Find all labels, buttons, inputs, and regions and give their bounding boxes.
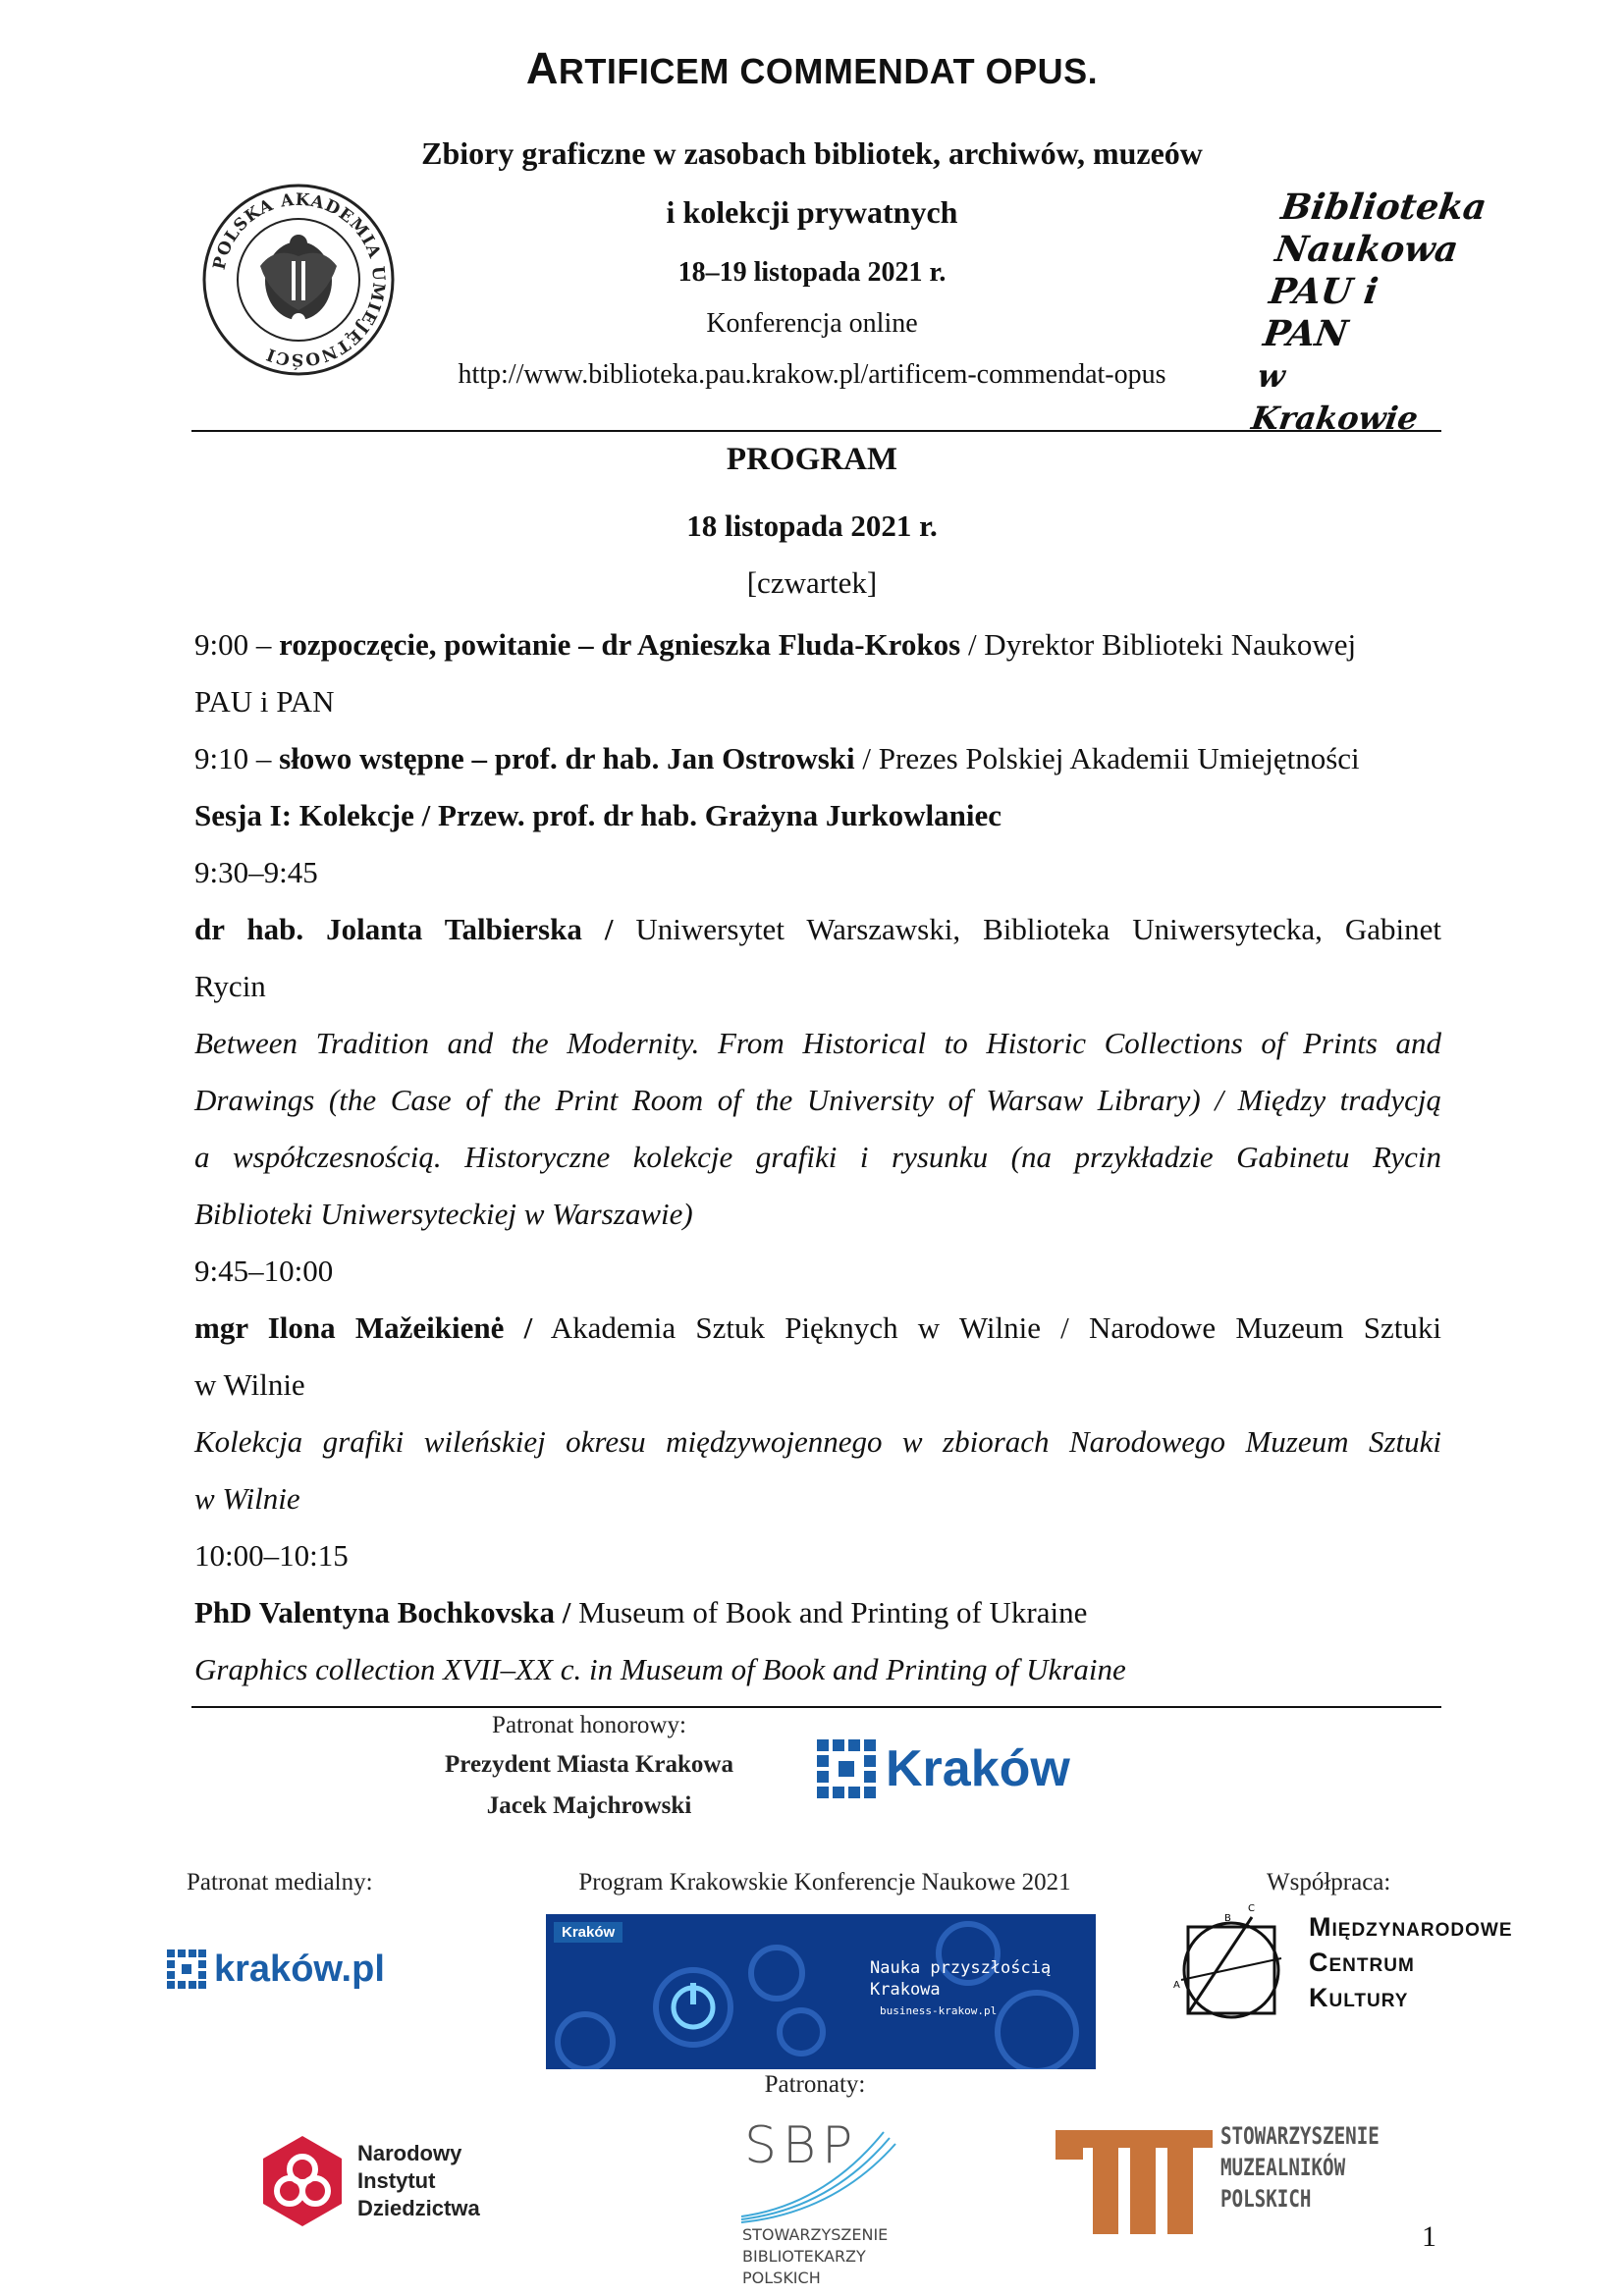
smp-line-3: POLSKICH — [1220, 2185, 1312, 2213]
talk-3-speaker-line — [194, 1584, 1441, 1641]
krakow-pl-mark-icon — [167, 1949, 206, 1989]
talk-2-time: 9:45–10:00 — [194, 1254, 334, 1288]
program-day: 18 listopada 2021 r. — [686, 508, 938, 543]
cooperation-label: Współpraca: — [1267, 1869, 1391, 1896]
mck-line-1: Międzynarodowe — [1309, 1912, 1513, 1942]
krakow-mark-icon — [817, 1739, 876, 1798]
talk-1-speaker: dr hab. Jolanta Talbierska / — [194, 912, 614, 946]
nid-line-2: Instytut — [357, 2168, 436, 2193]
subtitle-line-2: i kolekcji prywatnych — [666, 194, 958, 230]
talk-3-title-line-1: Graphics collection XVII–XX c. in Museum of Book and Printing of Ukraine — [194, 1652, 1126, 1686]
talk-2-title-line-2: w Wilnie — [194, 1481, 300, 1516]
conference-url[interactable]: http://www.biblioteka.pau.krakow.pl/artificem-commendat-opus — [458, 359, 1166, 390]
library-logo-line-1: Biblioteka — [1278, 187, 1489, 228]
opening-role-continued: PAU i PAN — [194, 684, 335, 719]
honorary-patronage-label: Patronat honorowy: — [492, 1712, 686, 1738]
talk-2-title-line-1: Kolekcja grafiki wileńskiej okresu międzywojennego w zbiorach Narodowego Muzeum Sztuki — [194, 1424, 1441, 1459]
conference-dates: 18–19 listopada 2021 r. — [677, 257, 947, 288]
talk-1-title-line-4: Biblioteki Uniwersyteckiej w Warszawie) — [194, 1197, 693, 1231]
pau-seal-logo — [201, 183, 396, 377]
smp-logo — [1056, 2120, 1389, 2238]
sbp-swoosh-icon — [736, 2126, 903, 2224]
svg-text:B: B — [1224, 1913, 1231, 1924]
program-label: Program Krakowskie Konferencje Naukowe 2021 — [578, 1869, 1071, 1896]
banner-line-2: Krakowa — [870, 1980, 941, 2000]
sbp-line-3: POLSKICH — [742, 2269, 821, 2287]
mck-line-2: Centrum — [1309, 1948, 1415, 1977]
program-weekday: [czwartek] — [746, 565, 878, 600]
talk-2-speaker: mgr Ilona Mažeikienė / — [194, 1310, 533, 1345]
krakow-logo-text: Kraków — [886, 1740, 1070, 1797]
talk-2-affiliation: Akademia Sztuk Pięknych w Wilnie / Narodowe Muzeum Sztuki — [532, 1310, 1441, 1345]
mck-logo — [1173, 1899, 1586, 2027]
talk-1-title-line-2: Drawings (the Case of the Print Room of the University of Warsaw Library) / Między tradycją — [194, 1083, 1441, 1117]
intro-time: 9:10 – — [194, 741, 280, 775]
talk-2-speaker-line — [194, 1300, 1441, 1357]
opening-title: rozpoczęcie, powitanie – dr Agnieszka Fluda-Krokos — [279, 627, 968, 662]
sbp-abbr: SBP — [744, 2116, 859, 2175]
sbp-line-2: BIBLIOTEKARZY — [742, 2247, 866, 2266]
footer-divider — [191, 1706, 1441, 1708]
talk-3-affiliation: Museum of Book and Printing of Ukraine — [570, 1595, 1088, 1629]
talk-2-affiliation-continued: w Wilnie — [194, 1367, 305, 1402]
nid-line-1: Narodowy — [357, 2141, 462, 2165]
svg-text:C: C — [1248, 1903, 1255, 1914]
program-heading: PROGRAM — [726, 442, 898, 477]
talk-3-speaker: PhD Valentyna Bochkovska / — [194, 1595, 571, 1629]
library-logo-line-4: w Krakowie — [1249, 357, 1421, 437]
talk-3-time: 10:00–10:15 — [194, 1538, 349, 1573]
conference-mode: Konferencja online — [706, 308, 918, 339]
talk-1-title-line-3: a współczesnością. Historyczne kolekcje grafiki i rysunku (na przykładzie Gabinetu Rycin — [194, 1140, 1441, 1174]
session-heading: Sesja I: Kolekcje / Przew. prof. dr hab. Grażyna Jurkowlaniec — [194, 798, 1002, 832]
library-logo-line-2: Naukowa — [1272, 229, 1461, 270]
smp-text — [1220, 2120, 1380, 2215]
opening-time: 9:00 – — [194, 627, 280, 662]
subtitle-line-1: Zbiory graficzne w zasobach bibliotek, archiwów, muzeów — [421, 135, 1203, 171]
krakow-pl-logo-text: kraków.pl — [214, 1949, 385, 1990]
sbp-text — [742, 2224, 888, 2289]
honorary-patron-name: Jacek Majchrowski — [486, 1792, 692, 1819]
nid-text — [357, 2140, 480, 2222]
banner-text — [870, 1957, 1051, 2022]
smp-columns-icon — [1056, 2130, 1213, 2234]
talk-1-time: 9:30–9:45 — [194, 855, 318, 889]
library-logo — [1249, 187, 1489, 437]
talk-1-title-line-1: Between Tradition and the Modernity. From Historical to Historic Collections of Prints and — [194, 1026, 1441, 1060]
library-logo-line-3: PAU i PAN — [1261, 271, 1381, 354]
banner-line-3: business-krakow.pl — [880, 2004, 998, 2017]
talk-1-affiliation: Uniwersytet Warszawski, Biblioteka Uniwersytecka, Gabinet — [613, 912, 1441, 946]
sbp-logo — [736, 2116, 933, 2293]
sbp-line-1: STOWARZYSZENIE — [742, 2225, 889, 2244]
mck-line-3: Kultury — [1309, 1983, 1409, 2012]
talk-1-speaker-line — [194, 901, 1441, 958]
banner-brand: Kraków — [554, 1922, 623, 1943]
honorary-patron-title: Prezydent Miasta Krakowa — [445, 1751, 733, 1778]
program-banner — [546, 1914, 1096, 2069]
opening-role: / Dyrektor Biblioteki Naukowej — [967, 627, 1357, 662]
mck-text — [1309, 1909, 1513, 2015]
intro-role: / Prezes Polskiej Akademii Umiejętności — [854, 741, 1360, 775]
intro-title: słowo wstępne – prof. dr hab. Jan Ostrowski — [279, 741, 855, 775]
nid-line-3: Dziedzictwa — [357, 2196, 480, 2220]
document-title: ARTIFICEM COMMENDAT OPUS. — [525, 43, 1099, 93]
smp-line-2: MUZEALNIKÓW — [1220, 2154, 1346, 2181]
banner-line-1: Nauka przyszłością — [870, 1958, 1052, 1978]
page-number: 1 — [1422, 2220, 1436, 2253]
nid-trefoil-icon — [255, 2132, 350, 2230]
smp-line-1: STOWARZYSZENIE — [1220, 2122, 1380, 2150]
opening-entry — [194, 616, 1441, 673]
svg-text:POLSKA AKADEMIA UMIEJĘTNOŚCI: POLSKA AKADEMIA UMIEJĘTNOŚCI — [209, 189, 389, 370]
header-divider — [191, 430, 1441, 432]
talk-1-affiliation-continued: Rycin — [194, 969, 266, 1003]
nid-logo — [255, 2132, 511, 2240]
program-body — [194, 616, 1441, 1696]
mck-geometry-icon — [1173, 1899, 1296, 2027]
patronages-label: Patronaty: — [764, 2071, 866, 2098]
krakow-pl-logo — [167, 1942, 422, 2001]
svg-text:A: A — [1173, 1980, 1180, 1991]
intro-entry — [194, 730, 1441, 787]
media-patronage-label: Patronat medialny: — [187, 1869, 373, 1896]
krakow-logo — [817, 1735, 1111, 1804]
